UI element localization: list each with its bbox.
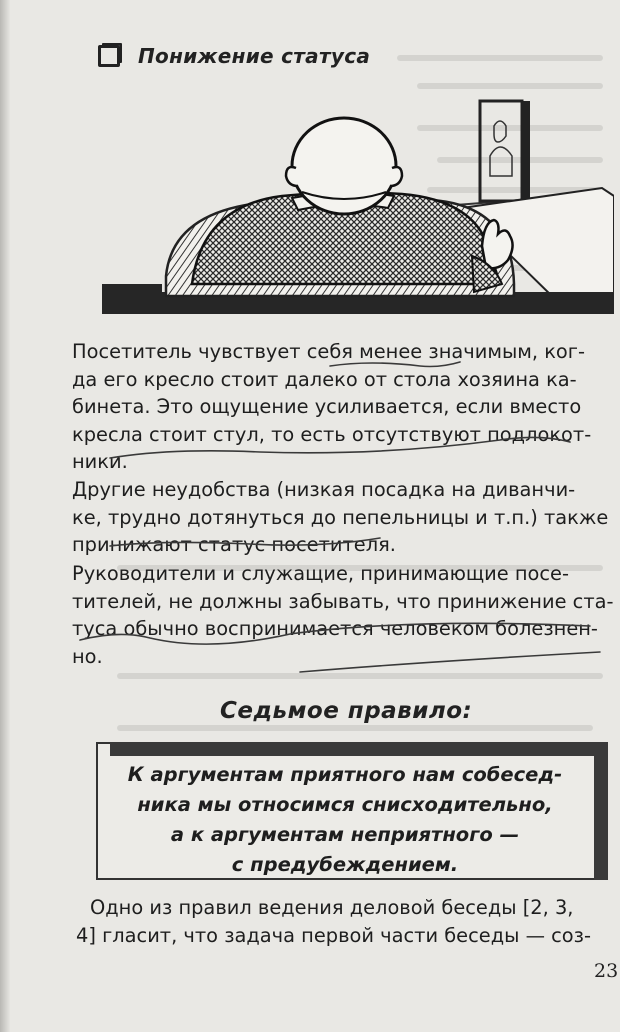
rule-callout-box [96,742,608,880]
text-line: Одно из правил ведения деловой беседы [2, 3, [90,896,574,919]
rule-text [98,760,592,880]
text-line: тителей, не должны забывать, что принижение ста- [72,589,614,613]
text-line: ке, трудно дотянуться до пепельницы и т.п.) также [72,505,609,529]
text-line: кресла стоит стул, то есть отсутствуют подлокот- [72,422,592,446]
box-shadow-top [110,742,608,756]
text-line: Посетитель чувствует себя менее значимым, ког- [72,340,585,363]
text-line: но. [72,644,103,668]
text-line: туса обычно воспринимается человеком болезнен- [72,617,598,640]
rule-line: а к аргументам неприятного — [170,823,520,846]
text-line: принижают статус посетителя. [72,533,396,556]
page-number: 23 [594,960,619,982]
rule-heading: Седьмое правило: [220,698,473,724]
text-line: да его кресло стоит далеко от стола хозяина ка- [72,367,577,391]
box-shadow-right [594,742,608,880]
rule-line: К аргументам приятного нам собесед- [127,763,563,786]
rule-line: с предубеждением. [231,853,459,876]
text-line: ники. [72,450,128,473]
section-title: Понижение статуса [138,44,371,68]
rule-line: ника мы относимся снисходительно, [137,793,553,816]
text-line: Другие неудобства (низкая посадка на диванчи- [72,478,576,501]
closing-paragraph [76,894,612,949]
text-line: 4] гласит, что задача первой части беседы — соз- [76,923,591,947]
text-line: Руководители и служащие, принимающие посе- [72,562,569,585]
text-line: бинета. Это ощущение усиливается, если вместо [72,395,582,418]
